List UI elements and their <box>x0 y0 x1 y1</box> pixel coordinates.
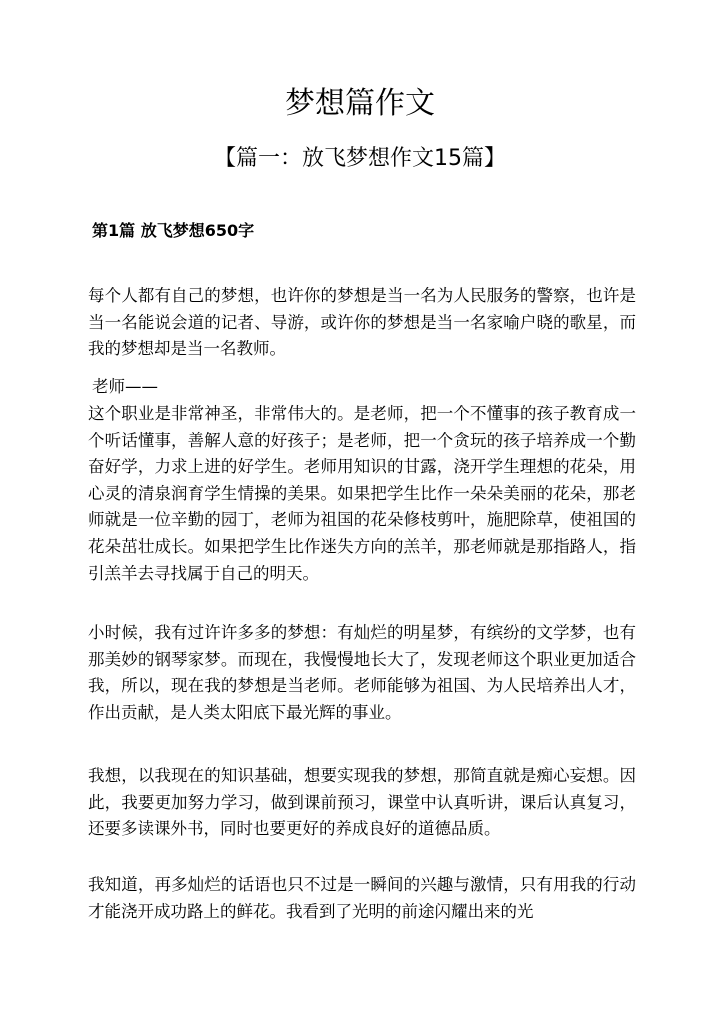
paragraph-conclusion: 我知道，再多灿烂的话语也只不过是一瞬间的兴趣与激情，只有用我的行动才能浇开成功路上的鲜花。我看到了光明的前途闪耀出来的光 <box>88 875 636 921</box>
paragraph-study-plan: 我想，以我现在的知识基础，想要实现我的梦想，那简直就是痴心妄想。因此，我要更加努力学习，做到课前预习，课堂中认真听讲，课后认真复习，还要多读课外书，同时也要更好的养成良好的道德品质。 <box>88 766 636 839</box>
section-heading: 第1篇 放飞梦想650字 <box>92 221 255 240</box>
paragraph-childhood-dreams: 小时候，我有过许许多多的梦想：有灿烂的明星梦，有缤纷的文学梦，也有那美妙的钢琴家梦。而现在，我慢慢地长大了，发现老师这个职业更加适合我，所以，现在我的梦想是当老师。老师能够为祖国、为人民培养出人才，作出贡献，是人类太阳底下最光辉的事业。 <box>88 623 636 722</box>
paragraph-intro: 每个人都有自己的梦想，也许你的梦想是当一名为人民服务的警察，也许是当一名能说会道的记者、导游，或许你的梦想是当一名家喻户晓的歌星，而我的梦想却是当一名教师。 <box>88 286 636 359</box>
paragraph-teacher-description: 这个职业是非常神圣，非常伟大的。是老师，把一个不懂事的孩子教育成一个听话懂事，善解人意的好孩子；是老师，把一个贪玩的孩子培养成一个勤奋好学，力求上进的好学生。老师用知识的甘露，浇开学生理想的花朵，用心灵的清泉润育学生情操的美果。如果把学生比作一朵朵美丽的花朵，那老师就是一位辛勤的园丁，老师为祖国的花朵修枝剪叶，施肥除草，使祖国的花朵茁壮成长。如果把学生比作迷失方向的羔羊，那老师就是那指路人，指引羔羊去寻找属于自己的明天。 <box>88 404 636 583</box>
page-subtitle: 【篇一：放飞梦想作文15篇】 <box>214 146 506 171</box>
paragraph-teacher-label: 老师—— <box>92 377 158 396</box>
page-title: 梦想篇作文 <box>285 86 435 121</box>
